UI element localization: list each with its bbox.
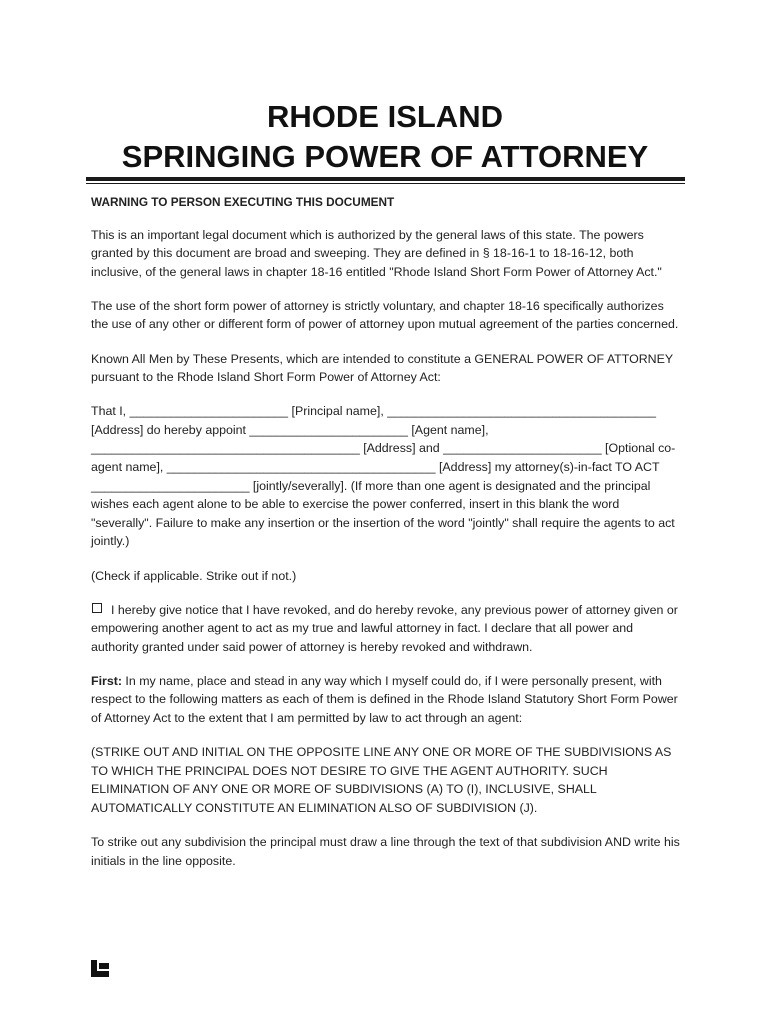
first-text: In my name, place and stead in any way which I myself could do, if I were personally present, with respect to the following matters as each of them is defined in the Rhode Island Statutory Short Form Power of Attorney Act to the extent that I am permitted by law to act through an agent: xyxy=(91,673,678,726)
paragraph-check-instruction: (Check if applicable. Strike out if not.) xyxy=(91,568,297,583)
document-body xyxy=(91,193,681,886)
paragraph-legal-notice: This is an important legal document which is authorized by the general laws of this state. The powers granted by this document are broad and sweeping. They are defined in § 18-16-1 to 18-16-12, both inclusive, of the general laws in chapter 18-16 entitled "Rhode Island Short Form Power of Attorney Act." xyxy=(91,227,662,279)
title-divider-thick xyxy=(86,177,685,181)
revocation-text: I hereby give notice that I have revoked, and do hereby revoke, any previous power of attorney given or empowering another agent to act as my true and lawful attorney in fact. I declare that all power and authority granted under said power of attorney is hereby revoked and withdrawn. xyxy=(91,602,678,654)
paragraph-voluntary-use: The use of the short form power of attorney is strictly voluntary, and chapter 18-16 specifically authorizes the use of any other or different form of power of attorney upon mutual agreement of the parties concerned. xyxy=(91,298,679,332)
document-title-line-2: SPRINGING POWER OF ATTORNEY xyxy=(121,139,649,174)
title-divider-thin xyxy=(86,183,685,184)
paragraph-appointment: That I, _______________________ [Principal name], _______________________________________ [Address] do hereby appoint _______________________ [Agent name], _______________________________________ [Address] and _______________________ [Optional co-agent name], _______________________________________ [Address] my attorney(s)-in-fact TO ACT _______________________ [jointly/severally]. (If more than one agent is designated and the principal wishes each agent alone to be able to exercise the power conferred, insert in this blank the word "severally". Failure to make any insertion or the insertion of the word "jointly" shall require the agents to act jointly.) xyxy=(91,404,676,549)
warning-heading: WARNING TO PERSON EXECUTING THIS DOCUMENT xyxy=(91,195,395,209)
paragraph-known-all-men: Known All Men by These Presents, which are intended to constitute a GENERAL POWER OF ATTORNEY pursuant to the Rhode Island Short Form Power of Attorney Act: xyxy=(91,351,673,385)
document-title-line-1: RHODE ISLAND xyxy=(267,99,503,134)
paragraph-strike-out-instruction: To strike out any subdivision the principal must draw a line through the text of that subdivision AND write his initials in the line opposite. xyxy=(91,835,680,868)
first-label: First: xyxy=(91,673,122,688)
paragraph-strike-out-caps: (STRIKE OUT AND INITIAL ON THE OPPOSITE LINE ANY ONE OR MORE OF THE SUBDIVISIONS AS TO WHICH THE PRINCIPAL DOES NOT DESIRE TO GIVE THE AGENT AUTHORITY. SUCH ELIMINATION OF ANY ONE OR MORE OF SUBDIVISIONS (A) TO (I), INCLUSIVE, SHALL AUTOMATICALLY CONSTITUTE AN ELIMINATION ALSO OF SUBDIVISION (J). xyxy=(91,745,672,815)
checkbox-empty-icon[interactable] xyxy=(92,603,102,613)
paragraph-revocation xyxy=(91,601,681,657)
document-logo-icon xyxy=(91,960,109,977)
paragraph-first xyxy=(91,672,681,728)
